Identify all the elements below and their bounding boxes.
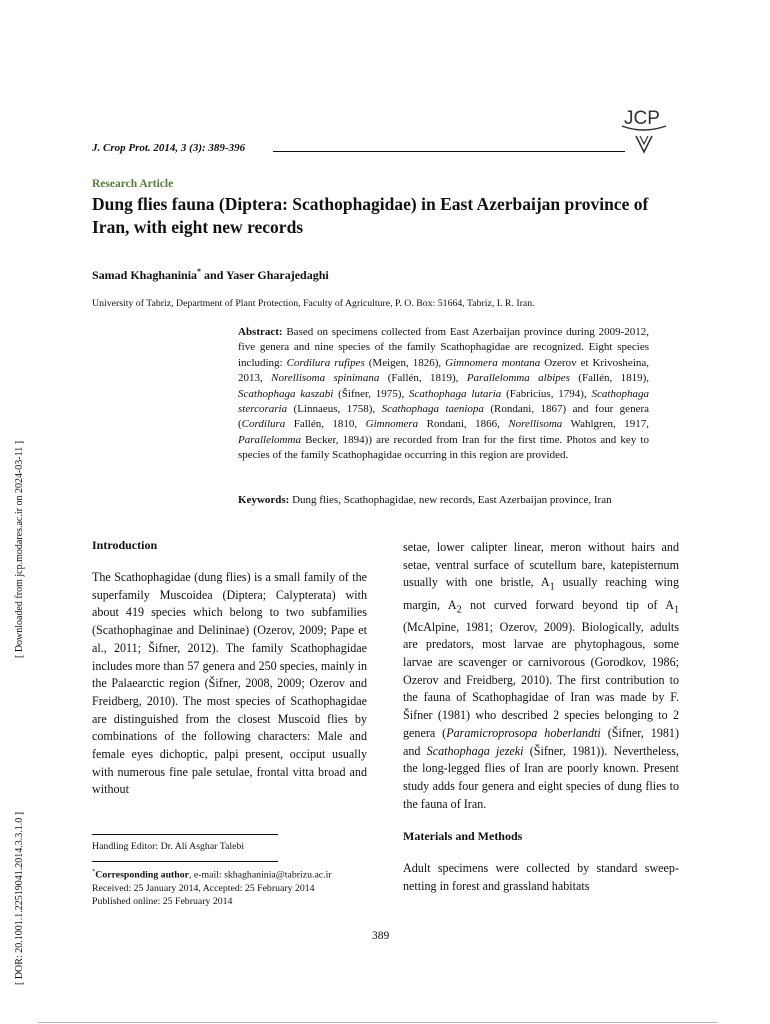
bottom-rule bbox=[38, 1022, 718, 1023]
author-2: Yaser Gharajedaghi bbox=[225, 268, 329, 282]
author-connector: and bbox=[201, 268, 226, 282]
abstract-text: (Fabricius, 1794), bbox=[501, 387, 592, 400]
genus-name: Norellisoma bbox=[508, 418, 563, 431]
author-1: Samad Khaghaninia bbox=[92, 268, 198, 282]
subscript: 1 bbox=[673, 603, 680, 615]
body-text: (Šifner, 1981)). Nevertheless, the long-legged flies of Iran are poorly known. Present study adds four genera and eight species of dung flies to the fauna of Iran. bbox=[403, 743, 679, 811]
footnote-rule bbox=[92, 861, 278, 862]
abstract-text: (Fallén, 1819), bbox=[569, 372, 650, 385]
introduction-heading: Introduction bbox=[92, 538, 158, 552]
genus-name: Gimnomera bbox=[365, 418, 419, 431]
abstract-text: Ozerov et Krivosheina, 2013, bbox=[238, 356, 650, 385]
methods-text: Adult specimens were collected by standard sweep-netting in forest and grassland habitats bbox=[403, 861, 679, 893]
species-name: Paramicroprosopa hoberlandti bbox=[446, 725, 601, 740]
received-dates: Received: 25 January 2014, Accepted: 25 February 2014 bbox=[92, 882, 315, 894]
body-text: setae, lower calipter linear, meron without hairs and setae, ventral surface of scutellum bare, katepisternum usually with one bristle, A bbox=[403, 540, 679, 590]
corresponding-label: Corresponding author bbox=[95, 869, 189, 881]
published-date: Published online: 25 February 2014 bbox=[92, 896, 233, 908]
species-name: Scathophaga jezeki bbox=[426, 743, 524, 758]
abstract-text: (Fallén, 1819), bbox=[379, 372, 467, 385]
abstract-text: Wahlgren, 1917, bbox=[562, 418, 649, 431]
footnotes bbox=[92, 865, 332, 908]
affiliation: University of Tabriz, Department of Plant Protection, Faculty of Agriculture, P. O. Box: 51664, Tabriz, I. R. Iran. bbox=[92, 298, 535, 309]
keywords-text: Dung flies, Scathophagidae, new records, East Azerbaijan province, Iran bbox=[289, 494, 612, 506]
handling-editor: Handling Editor: Dr. Ali Asghar Talebi bbox=[92, 841, 245, 852]
species-name: Parallelomma albipes bbox=[466, 372, 570, 385]
header-rule bbox=[273, 151, 625, 152]
species-name: Scathophaga stercoraria bbox=[238, 387, 649, 416]
abstract-text: Becker, 1894)) are recorded from Iran for the first time. Photos and key to species of the family Scathophagidae occurring in this region are provided. bbox=[238, 433, 649, 462]
subscript: 2 bbox=[456, 603, 462, 615]
download-stamp: [ Downloaded from jcp.modares.ac.ir on 2024-03-11 ] bbox=[14, 440, 25, 658]
body-text: (Šifner, 1981) and bbox=[403, 725, 679, 758]
doi-stamp: [ DOR: 20.1001.1.22519041.2014.3.3.1.0 ] bbox=[14, 811, 25, 985]
abstract-text: (Linnaeus, 1758), bbox=[287, 403, 382, 416]
journal-citation: J. Crop Prot. 2014, 3 (3): 389-396 bbox=[92, 142, 246, 154]
subscript: 1 bbox=[549, 581, 555, 593]
keywords-label: Keywords: bbox=[238, 494, 290, 506]
species-name: Scathophaga lutaria bbox=[409, 387, 502, 400]
corresponding-mark: * bbox=[92, 868, 96, 875]
methods-heading: Materials and Methods bbox=[403, 829, 523, 843]
species-name: Norellisoma spinimana bbox=[271, 372, 380, 385]
footnote-rule bbox=[92, 834, 278, 835]
corresponding-email: , e-mail: skhaghaninia@tabrizu.ac.ir bbox=[188, 869, 332, 881]
abstract-text: (Meigen, 1826), bbox=[364, 356, 446, 369]
authors bbox=[92, 267, 329, 283]
abstract-text: (Rondani, 1867) and four genera ( bbox=[238, 403, 649, 431]
introduction-text: The Scathophagidae (dung flies) is a small family of the superfamily Muscoidea (Diptera; Calypterata) with about 419 species which belong to two subfamilies (Scathophaginae and Delininae) (Ozerov, 2009; Pape et al., 2011; Šifner, 2012). The family Scathophagidae includes more than 57 genera and 250 species, mainly in the Palaearctic region (Šifner, 2008, 2009; Ozerov and Freidberg, 2010). The most species of Scathophagidae are distinguished from the closest Muscoid flies by combinations of the following characters: Male and female eyes dichoptic, palpi present, occiput usually with numerous fine pale setulae, frontal vitta broad and without bbox=[92, 570, 367, 797]
abstract-label: Abstract: bbox=[238, 326, 283, 338]
article-type: Research Article bbox=[92, 178, 174, 190]
abstract-text: Based on specimens collected from East Azerbaijan province during 2009-2012, five genera and nine species of the family Scathophagidae are recognized. Eight species including: bbox=[238, 326, 649, 369]
species-name: Scathophaga taeniopa bbox=[381, 403, 484, 416]
introduction-continued bbox=[403, 539, 679, 813]
body-text: usually reaching wing margin, A bbox=[403, 575, 680, 612]
paper-title: Dung flies fauna (Diptera: Scathophagidae) in East Azerbaijan province of Iran, with eight new records bbox=[92, 194, 649, 237]
genus-name: Parallelomma bbox=[238, 433, 301, 446]
body-text: (McAlpine, 1981; Ozerov, 2009). Biologically, adults are predators, most larvae are phytophagous, some larvae are scavenger or carnivorous (Gorodkov, 1986; Ozerov and Freidberg, 2010). The first contribution to the fauna of Scathophagidae of Iran was made by F. Šifner (1981) who described 2 species belonging to 2 genera ( bbox=[403, 619, 679, 740]
corresponding-author bbox=[92, 865, 332, 882]
abstract-text: Fallén, 1810, bbox=[285, 418, 366, 431]
keywords bbox=[238, 493, 649, 508]
species-name: Cordilura rufipes bbox=[286, 356, 365, 369]
journal-logo-text: JCP bbox=[624, 108, 660, 129]
species-name: Gimnomera montana bbox=[445, 356, 541, 369]
genus-name: Cordilura bbox=[241, 418, 286, 431]
body-text: not curved forward beyond tip of A bbox=[461, 597, 674, 612]
corresponding-mark: * bbox=[197, 267, 202, 276]
page-number: 389 bbox=[372, 930, 390, 942]
abstract bbox=[238, 325, 649, 464]
species-name: Scathophaga kaszabi bbox=[238, 387, 334, 400]
abstract-text: Rondani, 1866, bbox=[418, 418, 509, 431]
abstract-text: (Šifner, 1975), bbox=[333, 387, 410, 400]
